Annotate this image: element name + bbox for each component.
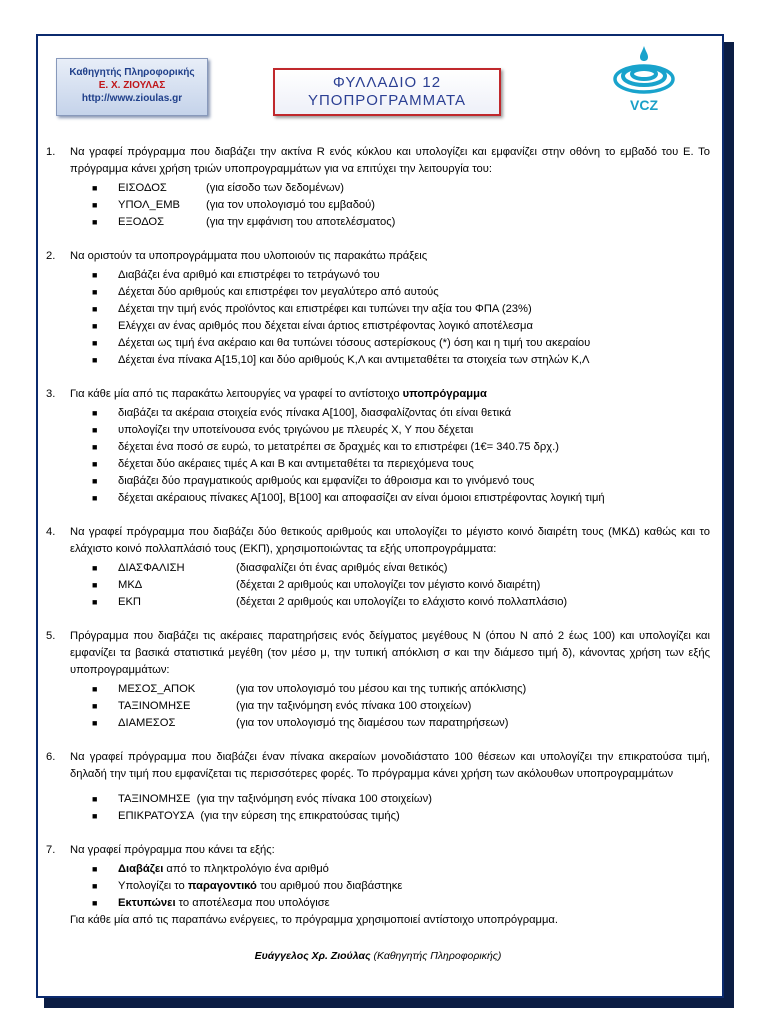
exercise-6 [46,749,710,825]
list-item: ■ Δέχεται δύο αριθμούς και επιστρέφει τον μεγαλύτερο από αυτούς [92,286,439,298]
list-item: ■ Δέχεται ένα πίνακα Α[15,10] και δύο αριθμούς Κ,Λ και αντιμεταθέτει τα στοιχεία των στηλών Κ,Λ [92,354,590,366]
footer-signature [46,950,710,962]
exercise-number: 2. [46,250,56,262]
exercise-number: 7. [46,844,56,856]
author-badge [56,58,208,116]
list-item: ■ Διαβάζει ένα αριθμό και επιστρέφει το τετράγωνό του [92,269,380,281]
exercise-number: 5. [46,630,56,642]
author-name: Ευάγγελος Χρ. Ζιούλας [254,950,371,962]
badge-name: Ε. Χ. ΖΙΟΥΛΑΣ [98,80,166,91]
logo-text: VCZ [630,97,658,113]
list-item: ■ ΕΞΟΔΟΣ (για την εμφάνιση του αποτελέσματος) [92,216,396,228]
list-item: ■ Εκτυπώνει το αποτέλεσμα που υπολόγισε [92,897,330,909]
list-item: ■ Δέχεται την τιμή ενός προϊόντος και επιστρέφει και τυπώνει την αξία του ΦΠΑ (23%) [92,303,532,315]
page-title [273,68,501,116]
list-item: ■ Ελέγχει αν ένας αριθμός που δέχεται είναι άρτιος επιστρέφοντας λογικό αποτέλεσμα [92,320,533,332]
exercise-7 [46,842,710,929]
list-item: ■ ΔΙΑΣΦΑΛΙΣΗ (διασφαλίζει ότι ένας αριθμός είναι θετικός) [92,562,448,574]
exercise-text: Πρόγραμμα που διαβάζει τις ακέραιες παρατηρήσεις ενός δείγματος μεγέθους Ν (όπου Ν από 2 έως 100) και υπολογίζει και εμφανίζει τα βασικά στατιστικά μεγέθη (τον μέσο μ, την τυπική απόκλιση σ και την διάμεσο τιμή δ), κάνοντας χρήση των εξής υποπρογραμμάτων: [70,630,710,676]
exercise-text: Να γραφεί πρόγραμμα που διαβάζει δύο θετικούς αριθμούς και υπολογίζει το μέγιστο κοινό διαιρέτη τους (ΜΚΔ) καθώς και το ελάχιστο κοινό πολλαπλάσιό τους (ΕΚΠ), χρησιμοποιώντας τα εξής υποπρογράμματα: [70,526,710,555]
exercise-number: 3. [46,388,56,400]
exercise-text: Για κάθε μία από τις παρακάτω λειτουργίες να γραφεί το αντίστοιχο υποπρόγραμμα [70,388,487,400]
list-item: ■ ΥΠΟΛ_ΕΜΒ (για τον υπολογισμό του εμβαδού) [92,199,375,211]
list-item: ■ ΕΚΠ (δέχεται 2 αριθμούς και υπολογίζει το ελάχιστο κοινό πολλαπλάσιο) [92,596,568,608]
list-item: ■ δέχεται δύο ακέραιες τιμές Α και Β και αντιμεταθέτει τα περιεχόμενα τους [92,458,474,470]
title-line-1: ΦΥΛΛΑΔΙΟ 12 [332,74,442,91]
list-item: ■ διαβάζει τα ακέραια στοιχεία ενός πίνακα Α[100], διασφαλίζοντας ότι είναι θετικά [92,407,512,419]
list-item: ■ Υπολογίζει το παραγοντικό του αριθμού που διαβάστηκε [92,880,403,892]
list-item: ■ ΜΕΣΟΣ_ΑΠΟΚ (για τον υπολογισμό του μέσου και της τυπικής απόκλισης) [92,683,527,695]
exercise-5 [46,628,710,732]
list-item: ■ ΕΙΣΟΔΟΣ (για είσοδο των δεδομένων) [92,182,344,194]
exercise-number: 6. [46,751,56,763]
list-item: ■ δέχεται ένα ποσό σε ευρώ, το μετατρέπει σε δραχμές και το επιστρέφει (1€= 340.75 δρχ.) [92,441,559,453]
list-item: ■ διαβάζει δύο πραγματικούς αριθμούς και εμφανίζει το άθροισμα και το γινόμενό τους [92,475,535,487]
exercise-number: 4. [46,526,56,538]
list-item: ■ ΜΚΔ (δέχεται 2 αριθμούς και υπολογίζει τον μέγιστο κοινό διαιρέτη) [92,579,541,591]
exercise-text: Να γραφεί πρόγραμμα που διαβάζει την ακτίνα R ενός κύκλου και υπολογίζει και εμφανίζει στην οθόνη το εμβαδό του Ε. Το πρόγραμμα κάνει χρήση τριών υποπρογραμμάτων για να επιτύχει την λειτουργία του: [70,146,710,175]
exercise-3 [46,386,710,507]
list-item: ■ ΔΙΑΜΕΣΟΣ (για τον υπολογισμό της διαμέσου των παρατηρήσεων) [92,717,509,729]
exercise-text: Να γραφεί πρόγραμμα που κάνει τα εξής: [70,844,275,856]
list-item: ■ Διαβάζει από το πληκτρολόγιο ένα αριθμό [92,863,329,875]
title-line-2: ΥΠΟΠΡΟΓΡΑΜΜΑΤΑ [307,92,467,109]
list-item: ■ ΤΑΞΙΝΟΜΗΣΕ (για την ταξινόμηση ενός πίνακα 100 στοιχείων) [92,793,432,805]
exercise-text: Να γραφεί πρόγραμμα που διαβάζει έναν πίνακα ακεραίων μονοδιάστατο 100 θέσεων και υπολογίζει την επικρατούσα τιμή, δηλαδή την τιμή που εμφανίζεται τις περισσότερες φορές. Το πρόγραμμα κάνει χρήση των ακόλουθων υποπρογραμμάτων [70,751,710,780]
list-item: ■ ΤΑΞΙΝΟΜΗΣΕ (για την ταξινόμηση ενός πίνακα 100 στοιχείων) [92,700,472,712]
exercise-4 [46,524,710,611]
exercise-list [46,144,710,946]
badge-title: Καθηγητής Πληροφορικής [69,67,195,78]
exercise-number: 1. [46,146,56,158]
list-item: ■ δέχεται ακέραιους πίνακες Α[100], Β[100] και αποφασίζει αν είναι όμοιοι επιστρέφοντας λογική τιμή [92,492,605,504]
exercise-2 [46,248,710,369]
author-role: (Καθηγητής Πληροφορικής) [373,950,502,962]
list-item: ■ Δέχεται ως τιμή ένα ακέραιο και θα τυπώνει τόσους αστερίσκους (*) όση και η τιμή του ακεραίου [92,337,591,349]
list-item: ■ ΕΠΙΚΡΑΤΟΥΣΑ (για την εύρεση της επικρατούσας τιμής) [92,810,400,822]
exercise-1 [46,144,710,231]
list-item: ■ υπολογίζει την υποτείνουσα ενός τριγώνου με πλευρές Χ, Υ που δέχεται [92,424,474,436]
badge-url[interactable]: http://www.zioulas.gr [81,93,183,104]
exercise-text: Να οριστούν τα υποπρογράμματα που υλοποιούν τις παρακάτω πράξεις [70,250,428,262]
exercise-closing-text: Για κάθε μία από τις παραπάνω ενέργειες, το πρόγραμμα χρησιμοποιεί αντίστοιχο υποπρόγραμμα. [70,914,559,926]
